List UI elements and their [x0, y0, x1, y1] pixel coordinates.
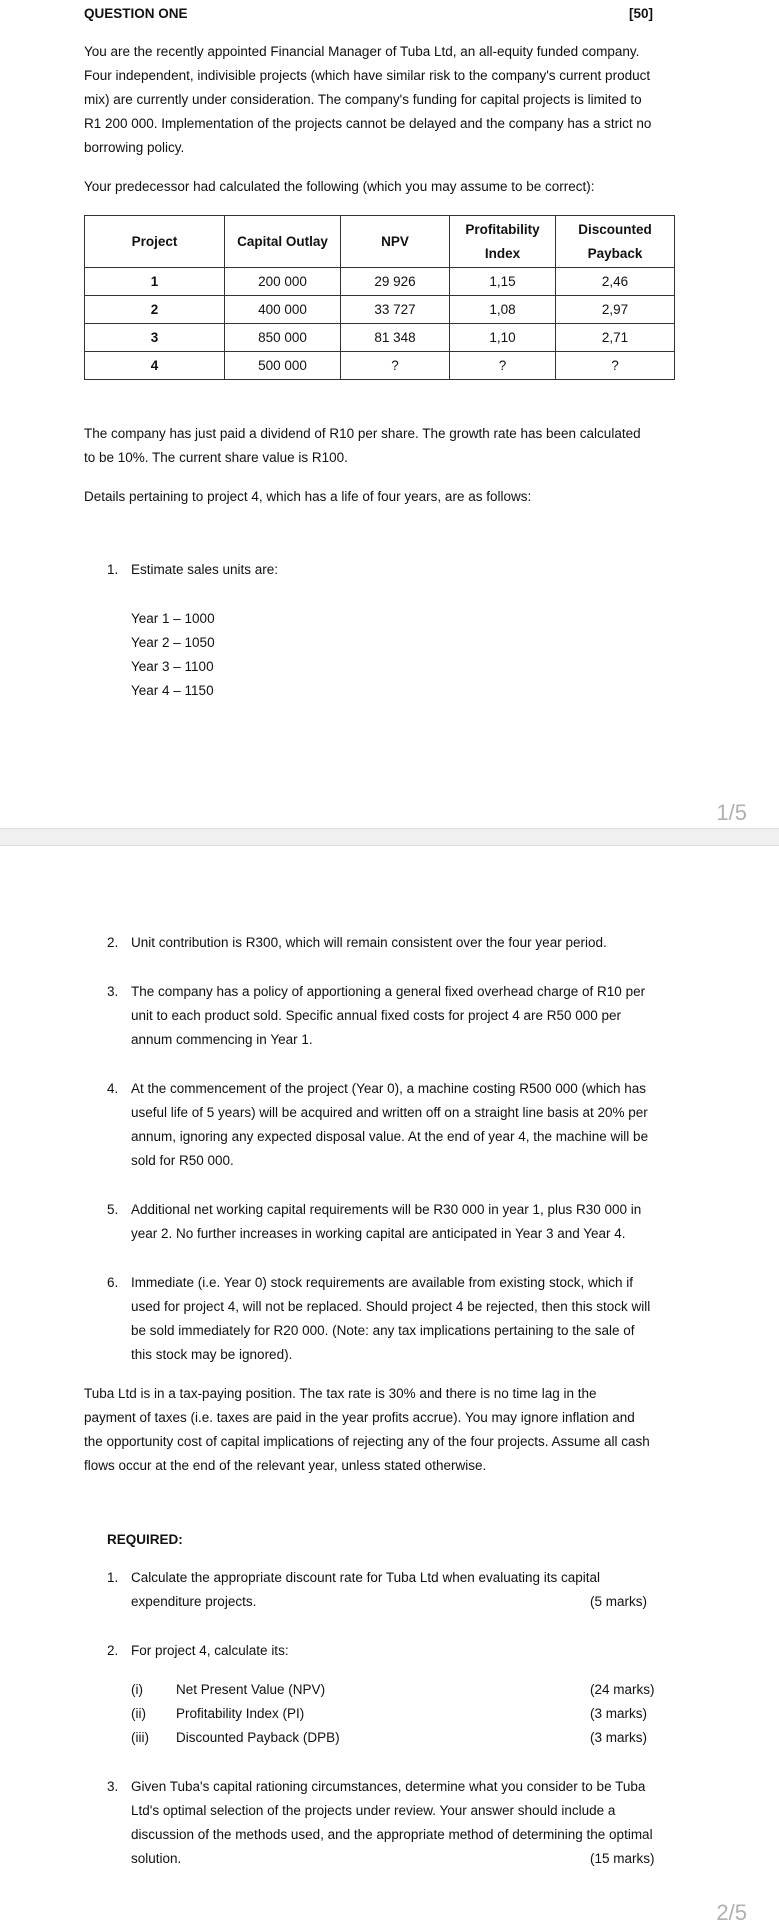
part-label: Profitability Index (PI): [176, 1706, 305, 1721]
cell-payback: 2,71: [556, 324, 675, 352]
header-project: Project: [85, 216, 225, 268]
item-number: 1.: [107, 1570, 119, 1585]
text-line: borrowing policy.: [84, 140, 185, 155]
marks-label: (24 marks): [590, 1682, 655, 1697]
item-text: Given Tuba's capital rationing circumstances, determine what you consider to be Tuba: [131, 1779, 646, 1794]
text-line: R1 200 000. Implementation of the projects cannot be delayed and the company has a strict no: [84, 116, 652, 131]
cell-outlay: 500 000: [225, 352, 341, 380]
item-text: this stock may be ignored).: [131, 1347, 293, 1362]
item-text: The company has a policy of apportioning a general fixed overhead charge of R10 per: [131, 984, 646, 999]
item-number: 3.: [107, 984, 119, 999]
header-profitability-index: Profitability Index: [450, 216, 556, 268]
header-discounted-payback: Discounted Payback: [556, 216, 675, 268]
item-text: expenditure projects.: [131, 1594, 257, 1609]
cell-project: 2: [85, 296, 225, 324]
item-text: unit to each product sold. Specific annual fixed costs for project 4 are R50 000 per: [131, 1008, 622, 1023]
list-item: Year 1 – 1000: [131, 611, 215, 626]
item-text: Calculate the appropriate discount rate for Tuba Ltd when evaluating its capital: [131, 1570, 601, 1585]
details-text: Details pertaining to project 4, which has a life of four years, are as follows:: [84, 489, 532, 504]
item-number: 3.: [107, 1779, 119, 1794]
cell-pi: 1,15: [450, 268, 556, 296]
marks-label: (5 marks): [590, 1594, 647, 1609]
cell-payback: 2,46: [556, 268, 675, 296]
text-line: Tuba Ltd is in a tax-paying position. The tax rate is 30% and there is no time lag in the: [84, 1386, 597, 1401]
item-text: Ltd's optimal selection of the projects under review. Your answer should include a: [131, 1803, 616, 1818]
text-line: the opportunity cost of capital implications of rejecting any of the four projects. Assume all cash: [84, 1434, 650, 1449]
item-number: 4.: [107, 1081, 119, 1096]
item-text: useful life of 5 years) will be acquired and written off on a straight line basis at 20% per: [131, 1105, 648, 1120]
required-heading: REQUIRED:: [107, 1532, 183, 1547]
item-text: Unit contribution is R300, which will remain consistent over the four year period.: [131, 935, 607, 950]
page-number: 2/5: [716, 1900, 747, 1925]
item-number: 6.: [107, 1275, 119, 1290]
marks-label: (15 marks): [590, 1851, 655, 1866]
item-number: 2.: [107, 935, 119, 950]
cell-project: 3: [85, 324, 225, 352]
item-text: annum, ignoring any expected disposal value. At the end of year 4, the machine will be: [131, 1129, 649, 1144]
page-separator: [0, 828, 779, 846]
roman-numeral: (i): [131, 1682, 143, 1697]
list-item: Year 2 – 1050: [131, 635, 215, 650]
cell-npv: 81 348: [341, 324, 450, 352]
item-text: annum commencing in Year 1.: [131, 1032, 313, 1047]
page-number: 1/5: [716, 800, 747, 825]
list-item: Year 3 – 1100: [131, 659, 214, 674]
item-number: 5.: [107, 1202, 119, 1217]
table-row: [85, 296, 675, 324]
text-line: to be 10%. The current share value is R100.: [84, 450, 348, 465]
table-row: [85, 352, 675, 380]
cell-pi: 1,08: [450, 296, 556, 324]
table-header-row: [85, 216, 675, 268]
marks-label: (3 marks): [590, 1706, 647, 1721]
item-text: For project 4, calculate its:: [131, 1643, 289, 1658]
part-label: Discounted Payback (DPB): [176, 1730, 340, 1745]
item-text: used for project 4, will not be replaced. Should project 4 be rejected, then this stock will: [131, 1299, 651, 1314]
item-text: sold for R50 000.: [131, 1153, 234, 1168]
item-text: year 2. No further increases in working capital are anticipated in Year 3 and Year 4.: [131, 1226, 626, 1241]
item-number: 2.: [107, 1643, 119, 1658]
item-number: 1.: [107, 562, 119, 577]
predecessor-text: Your predecessor had calculated the following (which you may assume to be correct):: [84, 179, 595, 194]
text-line: flows occur at the end of the relevant year, unless stated otherwise.: [84, 1458, 487, 1473]
cell-npv: ?: [341, 352, 450, 380]
cell-outlay: 850 000: [225, 324, 341, 352]
table-row: [85, 324, 675, 352]
cell-project: 1: [85, 268, 225, 296]
cell-pi: ?: [450, 352, 556, 380]
text-line: Four independent, indivisible projects (which have similar risk to the company's current product: [84, 68, 651, 83]
item-text: solution.: [131, 1851, 182, 1866]
text-line: payment of taxes (i.e. taxes are paid in the year profits accrue). You may ignore inflation and: [84, 1410, 635, 1425]
roman-numeral: (iii): [131, 1730, 149, 1745]
text-line: The company has just paid a dividend of R10 per share. The growth rate has been calculated: [84, 426, 641, 441]
total-marks: [50]: [629, 6, 654, 21]
list-item: Year 4 – 1150: [131, 683, 214, 698]
text-line: mix) are currently under consideration. The company's funding for capital projects is limited to: [84, 92, 642, 107]
cell-payback: 2,97: [556, 296, 675, 324]
item-text: Estimate sales units are:: [131, 562, 279, 577]
table-row: [85, 268, 675, 296]
cell-outlay: 200 000: [225, 268, 341, 296]
header-capital-outlay: Capital Outlay: [225, 216, 341, 268]
question-title: QUESTION ONE: [84, 6, 188, 21]
cell-outlay: 400 000: [225, 296, 341, 324]
cell-payback: ?: [556, 352, 675, 380]
cell-npv: 29 926: [341, 268, 450, 296]
cell-pi: 1,10: [450, 324, 556, 352]
item-text: discussion of the methods used, and the appropriate method of determining the optimal: [131, 1827, 653, 1842]
header-npv: NPV: [341, 216, 450, 268]
roman-numeral: (ii): [131, 1706, 146, 1721]
item-text: Additional net working capital requirements will be R30 000 in year 1, plus R30 000 in: [131, 1202, 642, 1217]
item-text: be sold immediately for R20 000. (Note: any tax implications pertaining to the sale of: [131, 1323, 635, 1338]
item-text: At the commencement of the project (Year 0), a machine costing R500 000 (which has: [131, 1081, 647, 1096]
marks-label: (3 marks): [590, 1730, 647, 1745]
projects-table: [84, 215, 675, 380]
text-line: You are the recently appointed Financial Manager of Tuba Ltd, an all-equity funded company.: [84, 44, 640, 59]
item-text: Immediate (i.e. Year 0) stock requirements are available from existing stock, which if: [131, 1275, 633, 1290]
cell-project: 4: [85, 352, 225, 380]
part-label: Net Present Value (NPV): [176, 1682, 326, 1697]
cell-npv: 33 727: [341, 296, 450, 324]
